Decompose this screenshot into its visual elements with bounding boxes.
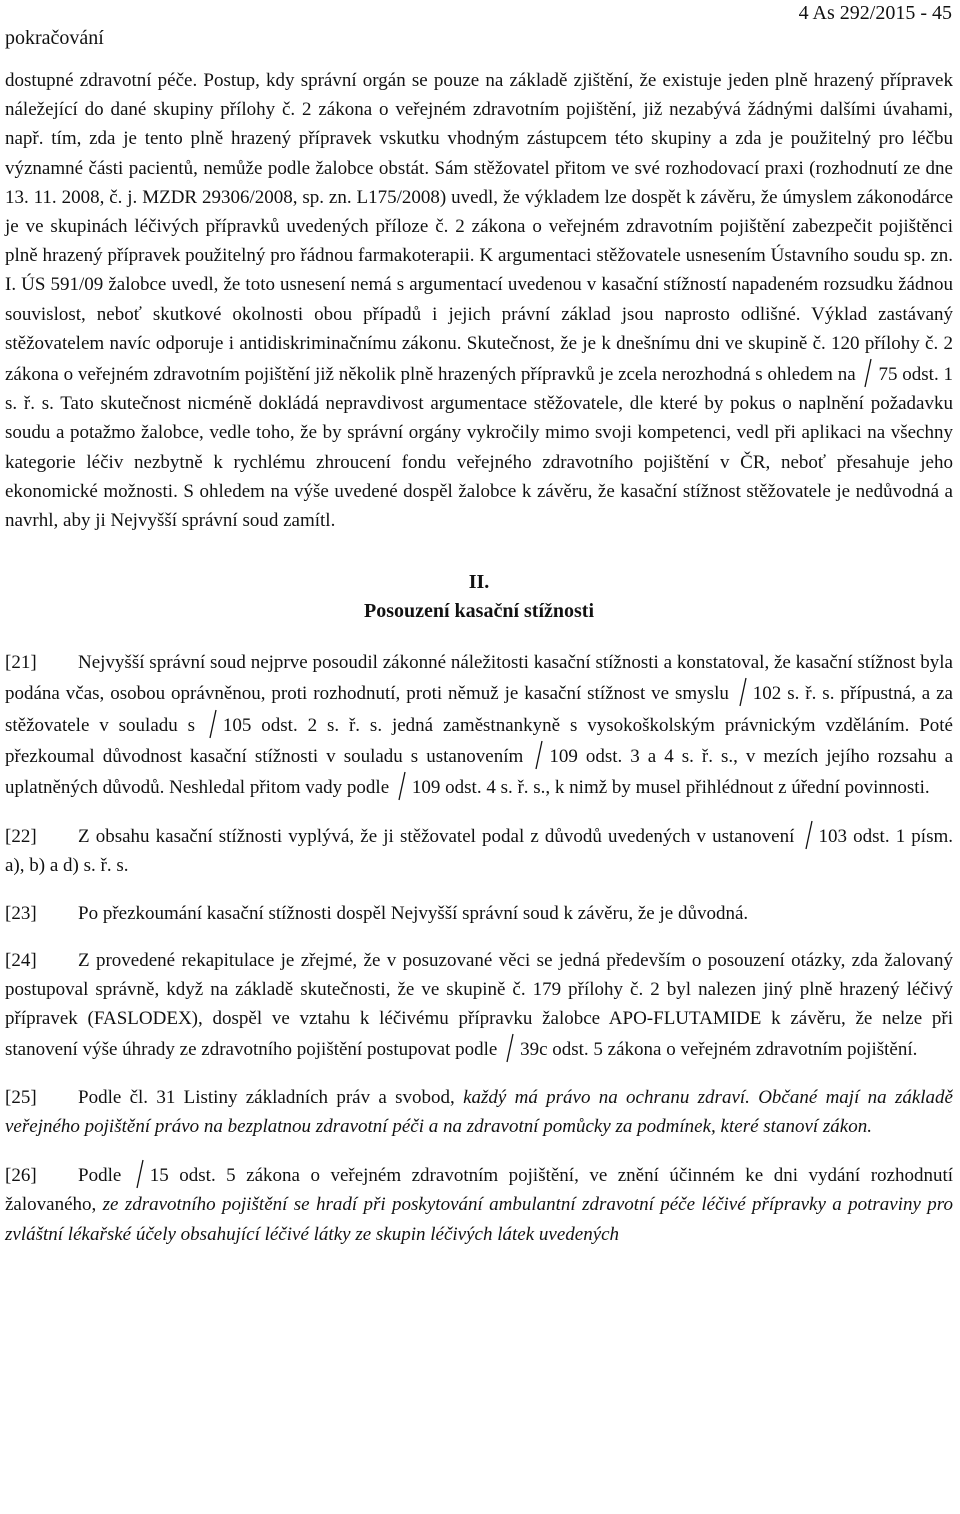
paragraph-23: [23] Po přezkoumání kasační stížnosti dospěl Nejvyšší správní soud k závěru, že je důvodná. [5,899,953,928]
section-sign-icon [506,1033,514,1063]
paragraph-number: [22] [5,826,37,848]
paragraph-21: [21] Nejvyšší správní soud nejprve posoudil zákonné náležitosti kasační stížnosti a konstatoval, že kasační stížnost byla podána včas, osobou oprávněnou, proti rozhodnutí, proti němuž je kasační stížnost ve smyslu 102 s. ř. s. přípustná, a za stěžovatele v souladu s 105 odst. 2 s. ř. s. jedná zaměstnankyně s vysokoškolským právnickým vzděláním. Poté přezkoumal důvodnost kasační stížnosti v souladu s ustanovením 109 odst. 3 a 4 s. ř. s., v mezích jejího rozsahu a uplatněných důvodů. Neshledal přitom vady podle 109 odst. 4 s. ř. s., k nimž by musel přihlédnout z úřední povinnosti. [5,648,953,802]
header-continuation: pokračování [5,27,104,49]
section-sign-icon [739,677,747,707]
section-sign-icon [209,709,217,739]
header-case-number: 4 As 292/2015 - 45 [798,2,952,24]
document-body [5,66,953,1249]
intro-paragraph: dostupné zdravotní péče. Postup, kdy správní orgán se pouze na základě zjištění, že existuje jeden plně hrazený přípravek náležející do dané skupiny přílohy č. 2 zákona o veřejném zdravotním pojištění, již nezabývá žádnými dalšími úvahami, např. tím, zda je tento plně hrazený přípravek vskutku vhodným zástupcem této skupiny a zda je použitelný pro léčbu významné části pacientů, nemůže podle žalobce obstát. Sám stěžovatel přitom ve své rozhodovací praxi (rozhodnutí ze dne 13. 11. 2008, č. j. MZDR 29306/2008, sp. zn. L175/2008) uvedl, že výkladem lze dospět k závěru, že úmyslem zákonodárce je ve skupinách léčivých přípravků uvedených příloze č. 2 zákona o veřejném zdravotním pojištění zabezpečit pojištěnci plně hrazený přípravek použitelný pro řádnou farmakoterapii. K argumentaci stěžovatele usnesením Ústavního soudu sp. zn. I. ÚS 591/09 žalobce uvedl, že toto usnesení nemá s argumentací uvedenou v kasační stížností napadeném rozsudku žádnou souvislost, neboť skutkové okolnosti obou případů i jejich právní základ jsou naprosto odlišné. Výklad zastávaný stěžovatelem navíc odporuje i antidiskriminačnímu zákonu. Skutečnost, že je k dnešnímu dni ve skupině č. 120 přílohy č. 2 zákona o veřejném zdravotním pojištění již několik plně hrazených přípravků je zcela nerozhodná s ohledem na 75 odst. 1 s. ř. s. Tato skutečnost nicméně dokládá nepravdivost argumentace stěžovatele, dle které by pokus o naplnění požadavku soudu a potažmo žalobce, vedle toho, že by správní orgány vykročily mimo svoji kompetenci, vedl při aplikaci na všechny kategorie léčiv nezbytně k rychlému zhroucení fondu veřejného zdravotního pojištění v ČR, neboť přesahuje jeho ekonomické možnosti. S ohledem na výše uvedené dospěl žalobce k závěru, že kasační stížnost stěžovatele je nedůvodná a navrhl, aby ji Nejvyšší správní soud zamítl. [5,70,953,532]
section-sign-icon [398,771,406,801]
section-sign-icon [136,1159,144,1189]
section-sign-icon [535,740,543,770]
paragraph-number: [21] [5,652,37,674]
quoted-text: každý má právo na ochranu zdraví. Občané mají na základě veřejného pojištění právo na bezplatnou zdravotní péči a na zdravotní pomůcky za podmínek, které stanoví zákon. [5,1086,953,1137]
section-sign-icon [864,358,872,388]
section-title: Posouzení kasační stížnosti [363,600,595,623]
paragraph-number: [23] [5,902,37,924]
paragraph-number: [24] [5,949,37,971]
paragraph-number: [25] [5,1086,37,1108]
paragraph-25: [25] Podle čl. 31 Listiny základních práv a svobod, každý má právo na ochranu zdraví. Občané mají na základě veřejného pojištění právo na bezplatnou zdravotní péči a na zdravotní pomůcky za podmínek, které stanoví zákon. [5,1083,953,1141]
quoted-text: ze zdravotního pojištění se hradí při poskytování ambulantní zdravotní péče léčivé přípravky a potraviny pro zvláštní lékařské účely obsahující léčivé látky ze skupin léčivých látek uvedených [5,1194,954,1245]
section-sign-icon [805,820,813,850]
paragraph-26: [26] Podle 15 odst. 5 zákona o veřejném zdravotním pojištění, ve znění účinném ke dni vydání rozhodnutí žalovaného, ze zdravotního pojištění se hradí při poskytování ambulantní zdravotní péče léčivé přípravky a potraviny pro zvláštní lékařské účely obsahující léčivé látky ze skupin léčivých látek uvedených [5,1159,953,1249]
paragraph-24: [24] Z provedené rekapitulace je zřejmé, že v posuzované věci se jedná především o posouzení otázky, zda žalovaný postupoval správně, když na základě skutečnosti, že ve skupině č. 179 přílohy č. 2 byl nalezen jiný plně hrazený léčivý přípravek (FASLODEX), dospěl ve vztahu k léčivému přípravku žalobce APO-FLUTAMIDE k závěru, že nelze při stanovení výše úhrady ze zdravotního pojištění postupovat podle 39c odst. 5 zákona o veřejném zdravotním pojištění. [5,946,953,1065]
paragraph-22: [22] Z obsahu kasační stížnosti vyplývá, že ji stěžovatel podal z důvodů uvedených v ustanovení 103 odst. 1 písm. a), b) a d) s. ř. s. [5,820,953,880]
section-roman-numeral: II. [468,571,490,594]
paragraph-number: [26] [5,1165,37,1187]
